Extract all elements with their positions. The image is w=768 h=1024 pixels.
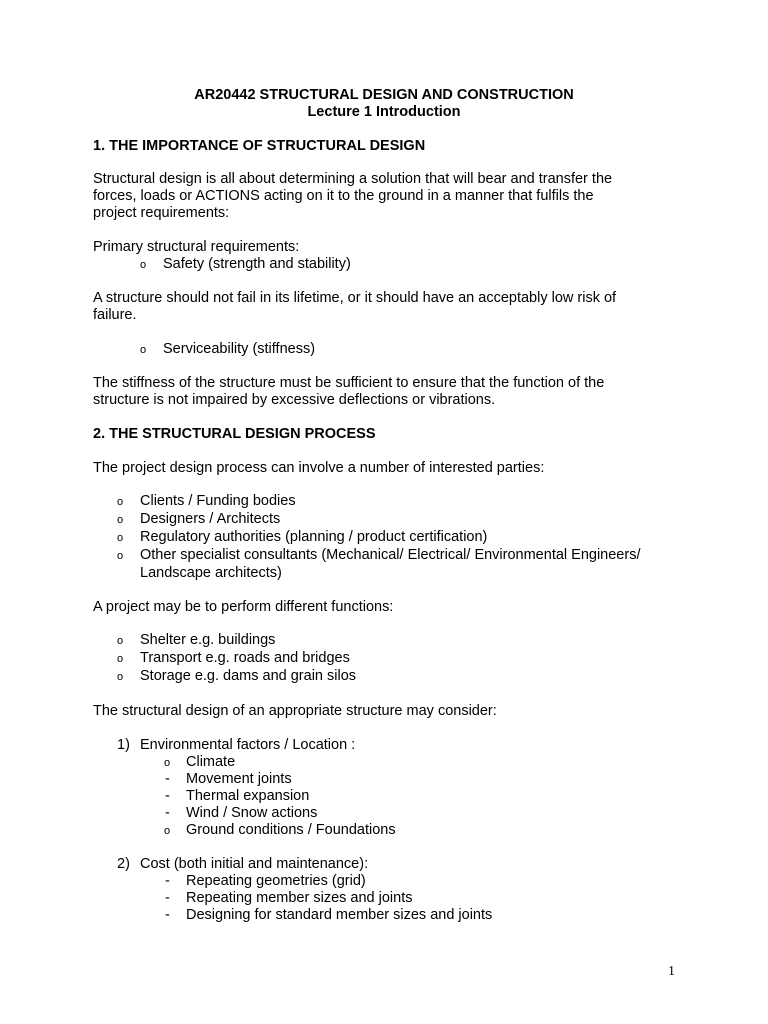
sub-list-item: Repeating member sizes and joints [186,890,413,906]
list-item: Clients / Funding bodies [140,493,296,509]
numbered-item: Environmental factors / Location : [140,737,356,753]
paragraph-line: structure is not impaired by excessive deflections or vibrations. [93,392,496,408]
bullet-o-icon: o [117,514,124,526]
paragraph-line: project requirements: [93,205,230,221]
bullet-o-icon: o [117,671,124,683]
section-heading-1: 1. THE IMPORTANCE OF STRUCTURAL DESIGN [93,138,426,154]
bullet-dash-icon: - [165,788,170,804]
requirement-item: Serviceability (stiffness) [163,341,316,357]
bullet-o-icon: o [117,635,124,647]
bullet-dash-icon: - [165,890,170,906]
bullet-o-icon: o [117,550,124,562]
document-title: AR20442 STRUCTURAL DESIGN AND CONSTRUCTION [194,87,574,103]
sub-list-item: Thermal expansion [186,788,310,804]
paragraph-line: forces, loads or ACTIONS acting on it to the ground in a manner that fulfils the [93,188,594,204]
paragraph-line: Structural design is all about determining a solution that will bear and transfer the [93,171,613,187]
sub-list-item: Repeating geometries (grid) [186,873,366,889]
list-item: Regulatory authorities (planning / product certification) [140,529,488,545]
sub-list-item: Climate [186,754,236,770]
requirement-item: Safety (strength and stability) [163,256,351,272]
bullet-o-icon: o [164,757,171,769]
bullet-dash-icon: - [165,805,170,821]
bullet-dash-icon: - [165,907,170,923]
list-item: Storage e.g. dams and grain silos [140,668,357,684]
section-heading-2: 2. THE STRUCTURAL DESIGN PROCESS [93,426,376,442]
bullet-o-icon: o [140,259,147,271]
bullet-o-icon: o [117,532,124,544]
bullet-o-icon: o [164,825,171,837]
paragraph-line: The stiffness of the structure must be sufficient to ensure that the function of the [93,375,605,391]
paragraph-line: The project design process can involve a number of interested parties: [93,460,545,476]
bullet-o-icon: o [117,496,124,508]
paragraph-line: A project may be to perform different functions: [93,599,394,615]
paragraph-line: failure. [93,307,137,323]
list-item: Other specialist consultants (Mechanical/ Electrical/ Environmental Engineers/ [140,547,641,563]
document-subtitle: Lecture 1 Introduction [307,104,461,120]
sub-list-item: Ground conditions / Foundations [186,822,396,838]
numbered-marker: 1) [117,737,130,753]
list-item: Shelter e.g. buildings [140,632,276,648]
paragraph-line: A structure should not fail in its lifetime, or it should have an acceptably low risk of [93,290,617,306]
bullet-dash-icon: - [165,873,170,889]
paragraph-line: The structural design of an appropriate structure may consider: [93,703,497,719]
page-number: 1 [668,964,675,979]
sub-list-item: Designing for standard member sizes and joints [186,907,493,923]
sub-list-item: Wind / Snow actions [186,805,318,821]
numbered-item: Cost (both initial and maintenance): [140,856,369,872]
numbered-marker: 2) [117,856,130,872]
bullet-dash-icon: - [165,771,170,787]
list-item: Designers / Architects [140,511,281,527]
list-item: Transport e.g. roads and bridges [140,650,350,666]
bullet-o-icon: o [117,653,124,665]
bullet-o-icon: o [140,344,147,356]
sub-list-item: Movement joints [186,771,292,787]
list-item-continuation: Landscape architects) [140,565,282,581]
requirements-intro: Primary structural requirements: [93,239,300,255]
